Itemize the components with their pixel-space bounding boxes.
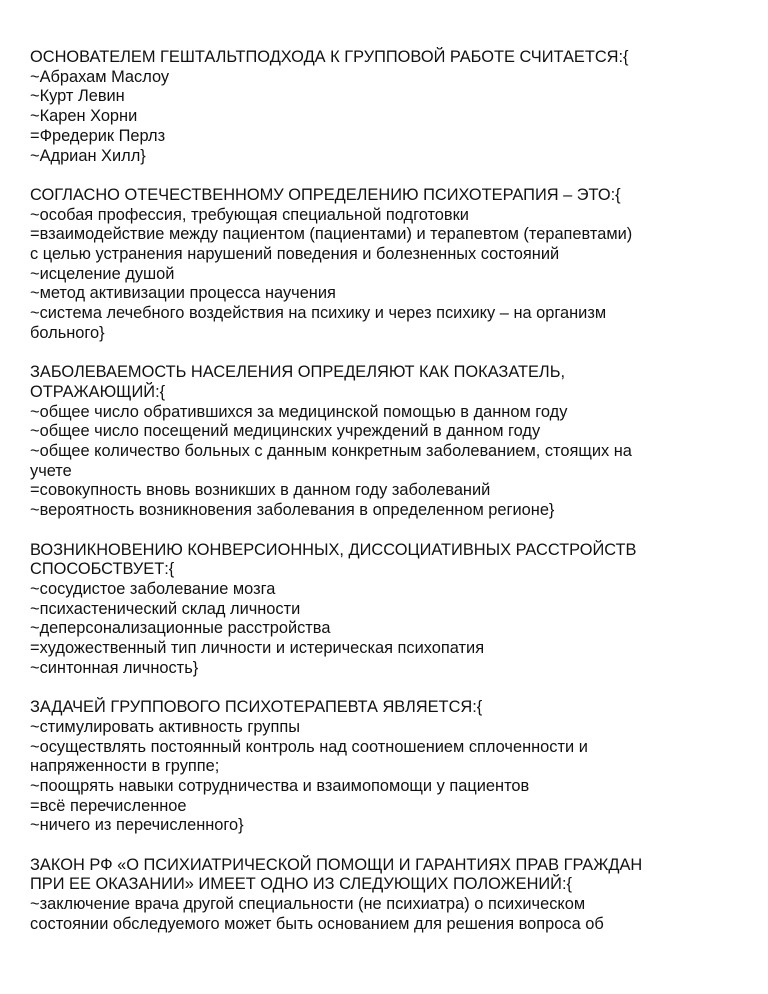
answer-option: ~поощрять навыки сотрудничества и взаимопомощи у пациентов: [30, 776, 530, 795]
answer-option: ~сосудистое заболевание мозга: [30, 579, 276, 598]
answer-option-correct: =Фредерик Перлз: [30, 126, 166, 145]
answer-option: ~особая профессия, требующая специальной подготовки: [30, 205, 469, 224]
question-1: [30, 48, 738, 166]
question-6: [30, 856, 738, 935]
question-text: ЗАДАЧЕЙ ГРУППОВОГО ПСИХОТЕРАПЕВТА ЯВЛЯЕТСЯ:{: [30, 698, 483, 717]
answer-option-correct: =совокупность вновь возникших в данном году заболеваний: [30, 481, 491, 500]
question-text: ЗАБОЛЕВАЕМОСТЬ НАСЕЛЕНИЯ ОПРЕДЕЛЯЮТ КАК ПОКАЗАТЕЛЬ, ОТРАЖАЮЩИЙ:{: [30, 363, 565, 401]
answer-option: ~Абрахам Маслоу: [30, 67, 170, 86]
answer-option: ~общее количество больных с данным конкретным заболеванием, стоящих на учете: [30, 442, 632, 480]
question-text: ЗАКОН РФ «О ПСИХИАТРИЧЕСКОЙ ПОМОЩИ И ГАРАНТИЯХ ПРАВ ГРАЖДАН ПРИ ЕЕ ОКАЗАНИИ» ИМЕЕТ ОДНО ИЗ СЛЕДУЮЩИХ ПОЛОЖЕНИЙ:{: [30, 855, 643, 894]
answer-option: ~синтонная личность}: [30, 658, 199, 677]
answer-option-correct: =художественный тип личности и истерическая психопатия: [30, 639, 485, 658]
answer-option: ~психастенический склад личности: [30, 599, 301, 618]
answer-option: ~Карен Хорни: [30, 107, 138, 126]
question-text: ОСНОВАТЕЛЕМ ГЕШТАЛЬТПОДХОДА К ГРУППОВОЙ РАБОТЕ СЧИТАЕТСЯ:{: [30, 48, 629, 66]
answer-option: ~ничего из перечисленного}: [30, 816, 244, 835]
answer-option: ~исцеление душой: [30, 264, 175, 283]
question-2: [30, 186, 738, 344]
answer-option: ~заключение врача другой специальности (не психиатра) о психическом состоянии обследуемого может быть основанием для решения вопроса об: [30, 895, 604, 933]
answer-option-correct: =взаимодействие между пациентом (пациентами) и терапевтом (терапевтами) с целью устранения нарушений поведения и болезненных состояний: [30, 225, 633, 264]
question-4: [30, 541, 738, 679]
answer-option: ~метод активизации процесса научения: [30, 284, 336, 303]
answer-option: ~стимулировать активность группы: [30, 717, 300, 736]
answer-option: ~вероятность возникновения заболевания в определенном регионе}: [30, 501, 555, 520]
answer-option: ~общее число посещений медицинских учреждений в данном году: [30, 422, 541, 441]
answer-option: ~Курт Левин: [30, 87, 125, 106]
answer-option: ~Адриан Хилл}: [30, 146, 146, 165]
question-text: ВОЗНИКНОВЕНИЮ КОНВЕРСИОННЫХ, ДИССОЦИАТИВНЫХ РАССТРОЙСТВ СПОСОБСТВУЕТ:{: [30, 540, 637, 579]
question-text: СОГЛАСНО ОТЕЧЕСТВЕННОМУ ОПРЕДЕЛЕНИЮ ПСИХОТЕРАПИЯ – ЭТО:{: [30, 185, 621, 204]
answer-option: ~общее число обратившихся за медицинской помощью в данном году: [30, 402, 568, 421]
answer-option-correct: =всё перечисленное: [30, 796, 187, 815]
answer-option: ~деперсонализационные расстройства: [30, 619, 331, 638]
question-3: [30, 363, 738, 521]
answer-option: ~осуществлять постоянный контроль над соотношением сплоченности и напряженности в группе;: [30, 737, 588, 776]
question-5: [30, 698, 738, 836]
answer-option: ~система лечебного воздействия на психику и через психику – на организм больного}: [30, 304, 607, 342]
